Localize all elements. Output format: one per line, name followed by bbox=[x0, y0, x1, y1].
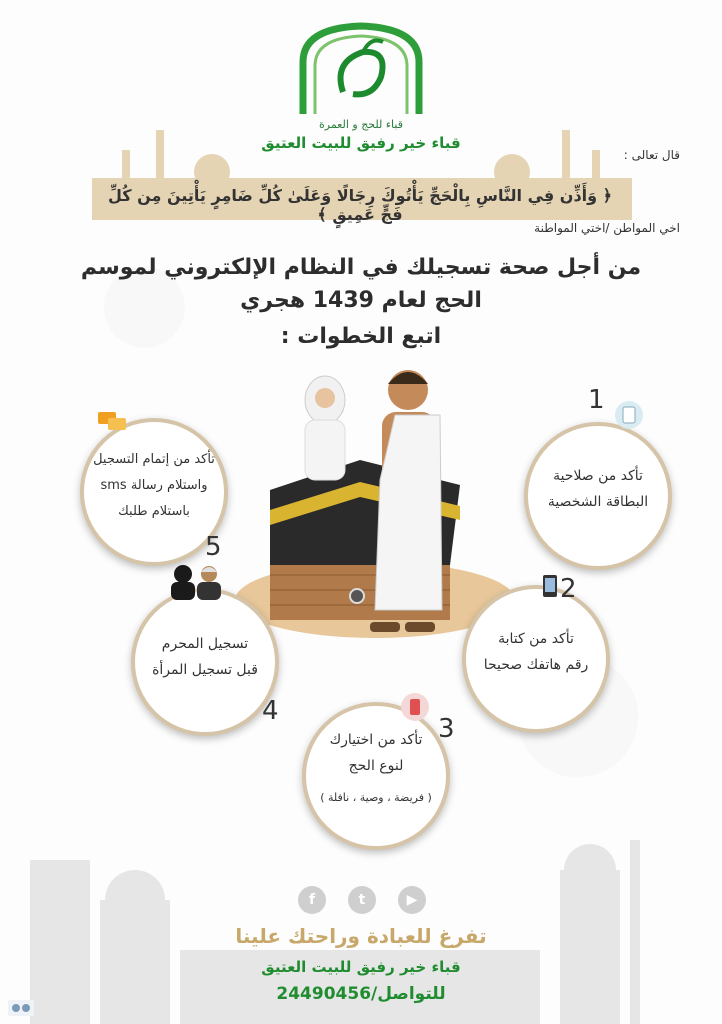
step-5-number: 5 bbox=[205, 532, 222, 562]
step-4-line2: قبل تسجيل المرأة bbox=[152, 662, 258, 678]
header-slogan: قباء خير رفيق للبيت العتيق bbox=[261, 134, 461, 152]
youtube-icon[interactable]: ▶ bbox=[398, 886, 426, 914]
step-2-line1: تأكد من كتابة bbox=[498, 631, 574, 647]
headline-line2: الحج لعام 1439 هجري bbox=[240, 288, 482, 313]
audience-label: اخي المواطن /اختي المواطنة bbox=[534, 221, 680, 235]
step-1-line1: تأكد من صلاحية bbox=[553, 468, 643, 484]
step-5-line3: باستلام طلبك bbox=[118, 504, 190, 519]
step-4-line1: تسجيل المحرم bbox=[161, 636, 249, 652]
step-3-line3: ( فريضة ، وصية ، نافلة ) bbox=[320, 791, 432, 804]
step-3-line1: تأكد من اختيارك bbox=[329, 732, 423, 748]
footer-contact: للتواصل/24490456 bbox=[276, 984, 446, 1004]
step-4-circle bbox=[131, 588, 279, 736]
quran-verse: ﴿ وَأَذِّن فِي النَّاسِ بِالْحَجِّ يَأْتُوكَ رِجَالًا وَعَلَىٰ كُلِّ ضَامِرٍ يَأْتِينَ مِن كُلِّ فَجٍّ عَمِيقٍ ﴾ bbox=[107, 186, 613, 224]
step-2-number: 2 bbox=[560, 574, 577, 604]
couple-icon bbox=[165, 564, 229, 600]
id-card-icon bbox=[614, 400, 644, 430]
phone-icon bbox=[541, 574, 559, 598]
verse-intro: قال تعالى : bbox=[623, 148, 680, 162]
brand-mark-icon bbox=[8, 1000, 34, 1016]
step-3-line2: لنوع الحج bbox=[348, 758, 404, 774]
headline-line3: اتبع الخطوات : bbox=[280, 324, 442, 349]
step-1-line2: البطاقة الشخصية bbox=[547, 494, 649, 510]
step-5-line1: تأكد من إتمام التسجيل bbox=[93, 452, 215, 467]
chat-icon bbox=[96, 410, 128, 432]
step-1-number: 1 bbox=[588, 385, 605, 415]
headline-line1: من أجل صحة تسجيلك في النظام الإلكتروني لموسم bbox=[80, 255, 642, 280]
logo-icon bbox=[293, 22, 429, 114]
step-4-number: 4 bbox=[262, 696, 279, 726]
footer-slogan: قباء خير رفيق للبيت العتيق bbox=[261, 958, 461, 976]
logo-subtitle: قباء للحج و العمرة bbox=[318, 118, 403, 131]
step-1-circle bbox=[524, 422, 672, 570]
step-2-line2: رقم هاتفك صحيحا bbox=[483, 657, 589, 673]
pin-icon bbox=[400, 692, 430, 722]
step-3-number: 3 bbox=[438, 714, 455, 744]
facebook-icon[interactable]: f bbox=[298, 886, 326, 914]
step-3-circle bbox=[302, 702, 450, 850]
twitter-icon[interactable]: t bbox=[348, 886, 376, 914]
step-5-line2: واستلام رسالة sms bbox=[100, 478, 208, 493]
step-2-circle bbox=[462, 585, 610, 733]
footer-tagline: تفرغ للعبادة وراحتك علينا bbox=[235, 924, 487, 948]
